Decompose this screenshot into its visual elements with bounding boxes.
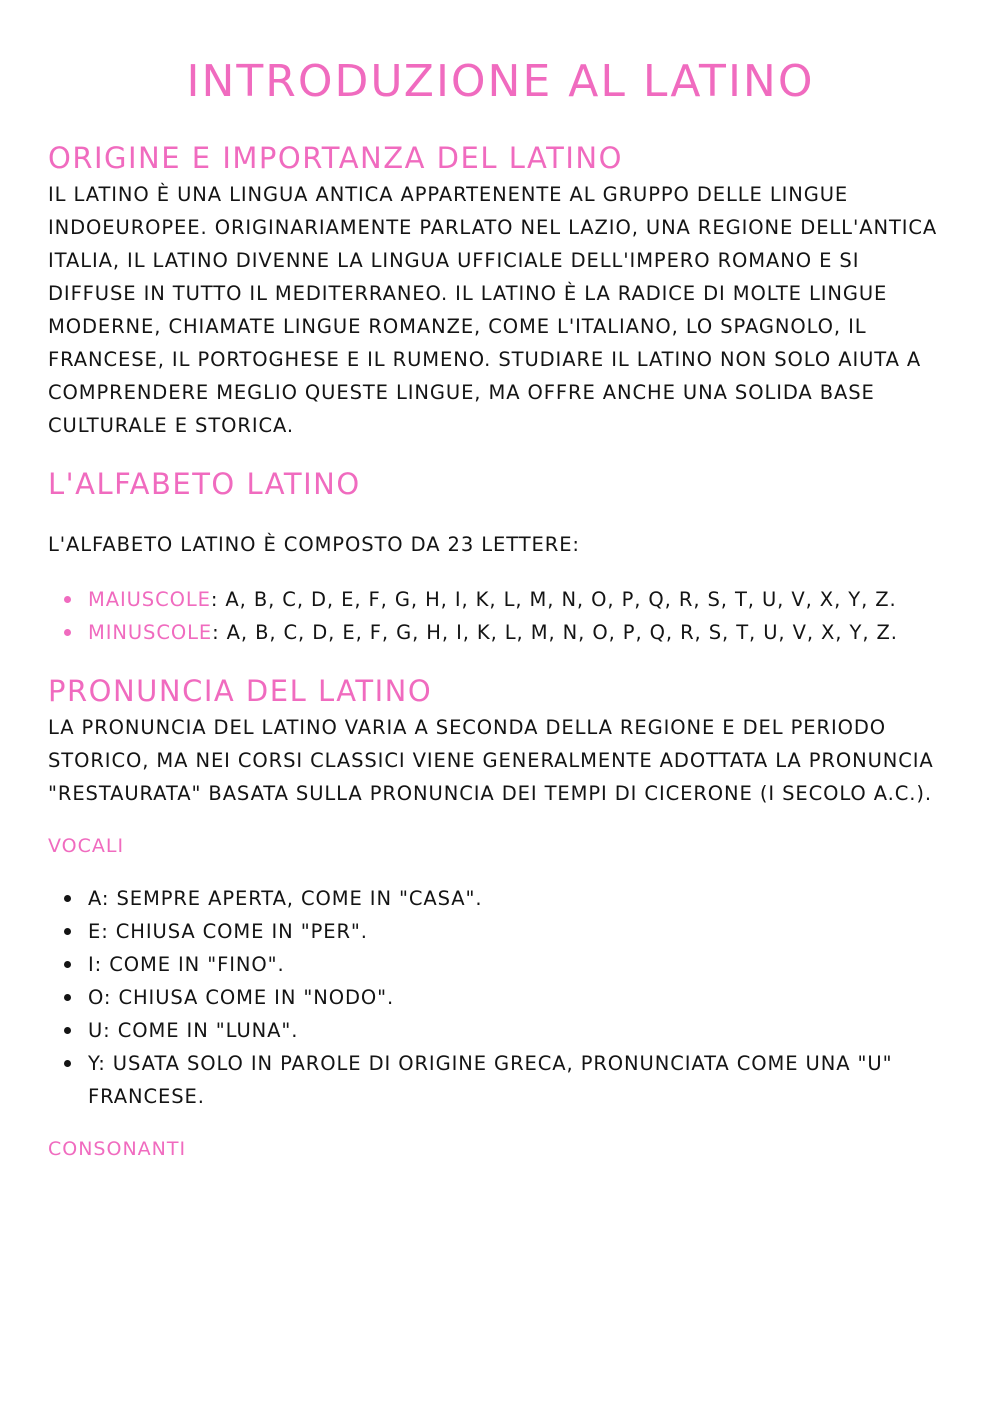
list-item: Y: USATA SOLO IN PAROLE DI ORIGINE GRECA, PRONUNCIATA COME UNA "U" FRANCESE. xyxy=(48,1047,953,1113)
subheading-vocali: VOCALI xyxy=(48,835,125,857)
alfabeto-letters-maiuscole: : A, B, C, D, E, F, G, H, I, K, L, M, N, O, P, Q, R, S, T, U, V, X, Y, Z. xyxy=(210,588,897,611)
list-item: I: COME IN "FINO". xyxy=(48,948,953,981)
alfabeto-letters-minuscole: : A, B, C, D, E, F, G, H, I, K, L, M, N, O, P, Q, R, S, T, U, V, X, Y, Z. xyxy=(212,621,898,644)
list-item: A: SEMPRE APERTA, COME IN "CASA". xyxy=(48,882,953,915)
list-item: O: CHIUSA COME IN "NODO". xyxy=(48,981,953,1014)
section-alfabeto xyxy=(48,466,953,649)
alfabeto-intro: L'ALFABETO LATINO È COMPOSTO DA 23 LETTERE: xyxy=(48,533,580,556)
section-body-pronuncia: LA PRONUNCIA DEL LATINO VARIA A SECONDA DELLA REGIONE E DEL PERIODO STORICO, MA NEI CORSI CLASSICI VIENE GENERALMENTE ADOTTATA LA PRONUNCIA "RESTAURATA" BASATA SULLA PRONUNCIA DEI TEMPI DI CICERONE (I SECOLO A.C.). xyxy=(48,716,934,805)
subheading-consonanti: CONSONANTI xyxy=(48,1138,187,1160)
alfabeto-label-minuscole: MINUSCOLE xyxy=(88,621,213,644)
page-title: INTRODUZIONE AL LATINO xyxy=(186,56,815,107)
section-pronuncia xyxy=(48,673,953,1163)
list-item xyxy=(48,616,953,649)
section-heading-pronuncia: PRONUNCIA DEL LATINO xyxy=(48,674,433,708)
section-heading-origine: ORIGINE E IMPORTANZA DEL LATINO xyxy=(48,141,623,175)
list-item xyxy=(48,583,953,616)
alfabeto-label-maiuscole: MAIUSCOLE xyxy=(88,588,211,611)
section-heading-alfabeto: L'ALFABETO LATINO xyxy=(48,467,361,501)
vocali-list xyxy=(48,882,953,1113)
alfabeto-list xyxy=(48,583,953,649)
list-item: U: COME IN "LUNA". xyxy=(48,1014,953,1047)
section-origine xyxy=(48,140,953,442)
section-body-origine: IL LATINO È UNA LINGUA ANTICA APPARTENENTE AL GRUPPO DELLE LINGUE INDOEUROPEE. ORIGINARIAMENTE PARLATO NEL LAZIO, UNA REGIONE DELL'ANTICA ITALIA, IL LATINO DIVENNE LA LINGUA UFFICIALE DELL'IMPERO ROMANO E SI DIFFUSE IN TUTTO IL MEDITERRANEO. IL LATINO È LA RADICE DI MOLTE LINGUE MODERNE, CHIAMATE LINGUE ROMANZE, COME L'ITALIANO, LO SPAGNOLO, IL FRANCESE, IL PORTOGHESE E IL RUMENO. STUDIARE IL LATINO NON SOLO AIUTA A COMPRENDERE MEGLIO QUESTE LINGUE, MA OFFRE ANCHE UNA SOLIDA BASE CULTURALE E STORICA. xyxy=(48,183,938,437)
list-item: E: CHIUSA COME IN "PER". xyxy=(48,915,953,948)
document-page xyxy=(48,48,953,1163)
